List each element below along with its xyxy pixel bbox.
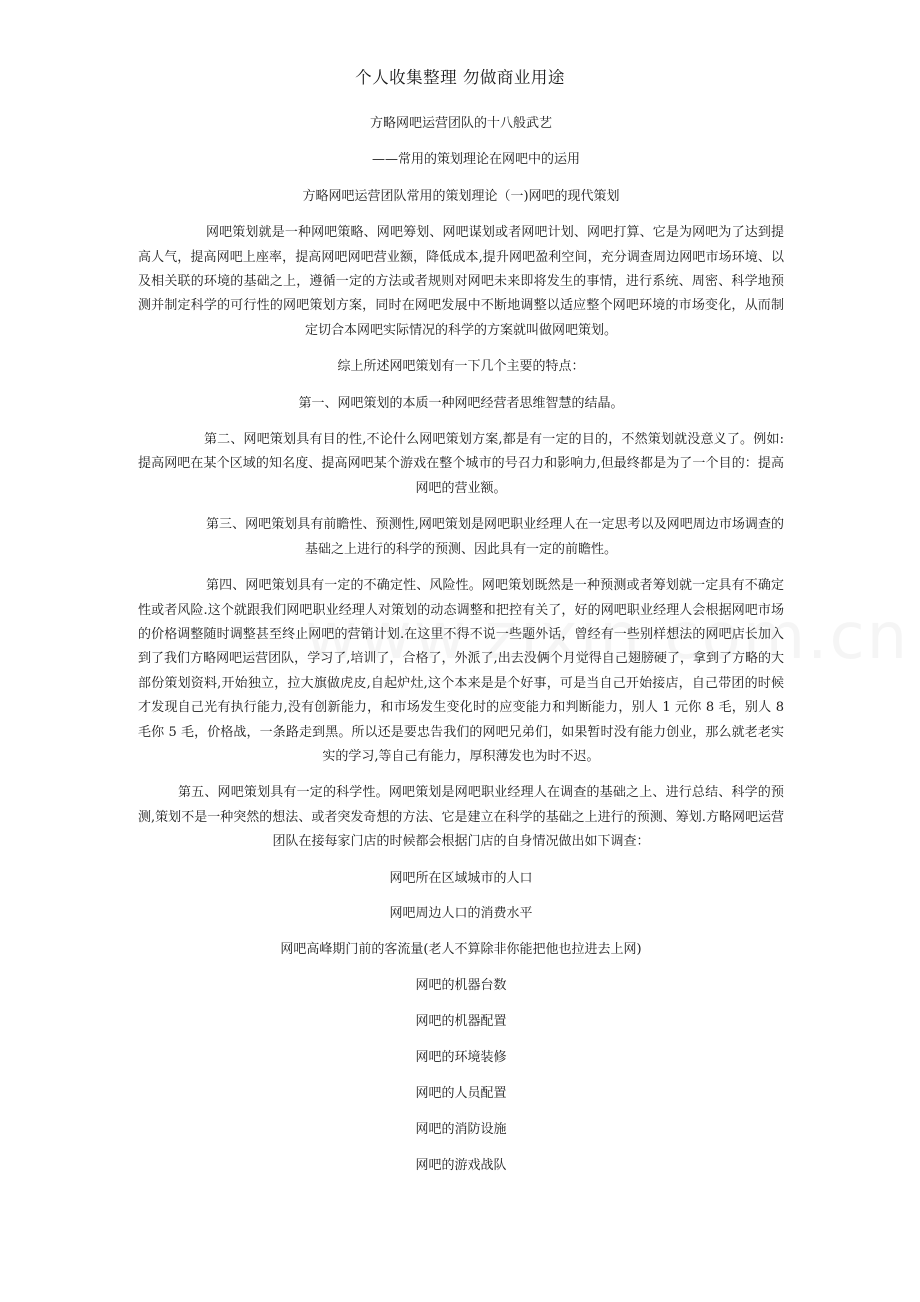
list-item: 网吧的机器台数	[415, 978, 507, 994]
list-item: 网吧的消防设施	[415, 1121, 507, 1137]
list-item: 网吧的环境装修	[415, 1050, 507, 1066]
document-body	[138, 112, 784, 1190]
list-item: 网吧的游戏战队	[415, 1157, 507, 1173]
page-header: 个人收集整理 勿做商业用途	[355, 68, 565, 87]
list-item: 网吧所在区域城市的人口	[389, 870, 533, 886]
section-heading: 方略网吧运营团队常用的策划理论（一)网吧的现代策划	[302, 188, 620, 204]
list-item: 网吧的人员配置	[415, 1086, 507, 1101]
list-item: 网吧的机器配置	[415, 1014, 507, 1030]
paragraph-definition: 网吧策划就是一种网吧策略、网吧筹划、网吧谋划或者网吧计划、网吧打算、它是为网吧为了达到提高人气，提高网吧上座率，提高网吧网吧营业额，降低成本,提升网吧盈利空间，充分调查周边网吧市场环境、以及相关联的环境的基础之上，遵循一定的方法或者规则对网吧未来即将发生的事情，进行系统、周密、科学地预测并制定科学的可行性的网吧策划方案，同时在网吧发展中不断地调整以适应整个网吧环境的市场变化，从而制定切合本网吧实际情况的科学的方案就叫做网吧策划。	[138, 225, 784, 338]
document-subtitle: ——常用的策划理论在网吧中的运用	[371, 152, 580, 168]
paragraph-summary: 综上所述网吧策划有一下几个主要的特点：	[337, 359, 585, 375]
document-title: 方略网吧运营团队的十八般武艺	[369, 116, 552, 131]
paragraph-feature-5: 第五、网吧策划具有一定的科学性。网吧策划是网吧职业经理人在调查的基础之上、进行总结、科学的预测,策划不是一种突然的想法、或者突发奇想的方法、它是建立在科学的基础之上进行的预测、筹划.方略网吧运营团队在接每家门店的时候都会根据门店的自身情况做出如下调查：	[138, 785, 784, 850]
paragraph-feature-3: 第三、网吧策划具有前瞻性、预测性,网吧策划是网吧职业经理人在一定思考以及网吧周边市场调查的基础之上进行的科学的预测、因此具有一定的前瞻性。	[206, 517, 784, 557]
paragraph-feature-4: 第四、网吧策划具有一定的不确定性、风险性。网吧策划既然是一种预测或者筹划就一定具有不确定性或者风险.这个就跟我们网吧职业经理人对策划的动态调整和把控有关了，好的网吧职业经理人会根据网吧市场的价格调整随时调整甚至终止网吧的营销计划.在这里不得不说一些题外话，曾经有一些别样想法的网吧店长加入到了我们方略网吧运营团队，学习了,培训了，合格了，外派了,出去没俩个月觉得自己翅膀硬了，拿到了方略的大部份策划资料,开始独立，拉大旗做虎皮,自起炉灶,这个本来是是个好事，可是当自己开始接店，自己带团的时候才发现自己光有执行能力,没有创新能力，和市场发生变化时的应变能力和判断能力，别人 1 元你 8 毛，别人 8 毛你 5 毛，价格战，一条路走到黑。所以还是要忠告我们的网吧兄弟们，如果暂时没有能力创业，那么就老老实实的学习,等自己有能力，厚积薄发也为时不迟。	[138, 578, 784, 764]
paragraph-feature-1: 第一、网吧策划的本质一种网吧经营者思维智慧的结晶。	[298, 395, 624, 411]
paragraph-feature-2: 第二、网吧策划具有目的性,不论什么网吧策划方案,都是有一定的目的，不然策划就没意义了。例如:提高网吧在某个区域的知名度、提高网吧某个游戏在整个城市的号召力和影响力,但最终都是为了一个目的：提高网吧的营业额。	[138, 432, 784, 496]
list-item: 网吧周边人口的消费水平	[389, 906, 533, 922]
survey-list	[138, 867, 784, 1179]
list-item: 网吧高峰期门前的客流量(老人不算除非你能把他也拉进去上网)	[280, 942, 642, 958]
